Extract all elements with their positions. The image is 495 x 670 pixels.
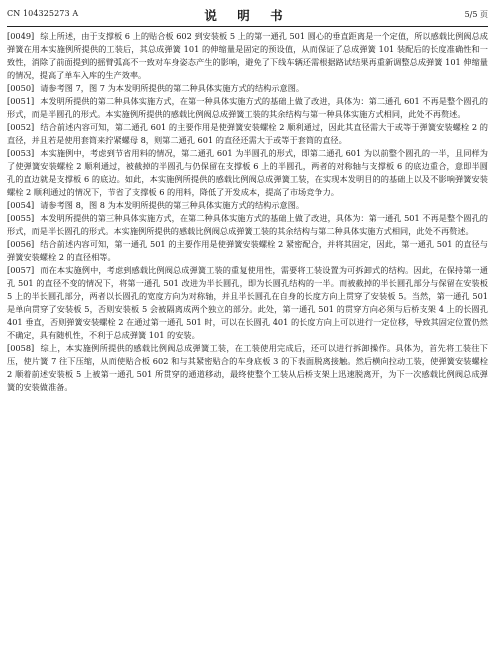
paragraph-number: [0050] [7,83,35,93]
patent-number: CN 104325273 A [7,9,79,18]
paragraph-number: [0055] [7,213,35,223]
page-number: 5/5 页 [464,10,488,19]
paragraph [7,264,488,342]
paragraph-text: 本发明所提供的第二种具体实施方式，在第一种具体实施方式的基础上做了改进，具体为：第二通孔 601 不再是整个圆孔的形式，而是半圆孔的形式。本实施例所提供的感载比例阀总成弹簧工装的其余结构与第一种具体实施方式相同，此处不再赘述。 [7,96,488,119]
paragraph [7,199,488,212]
page-header [7,6,488,27]
paragraph-text: 综上，本实施例所提供的感载比例阀总成弹簧工装，在工装使用完成后，还可以进行拆卸操作。具体为，首先将工装往下压，使片簧 7 往下压缩，从而使贴合板 602 和与其紧密贴合的车身底板 3 的下表面脱离接触。然后横向拉动工装，使弹簧安装螺栓 2 顺着前述安装板 5 上被第一通孔 501 所贯穿的通道移动，最终使整个工装从后桥支架上迅速脱离开，为下一次感载比例阀总成弹簧的安装做准备。 [7,343,488,392]
paragraph-number: [0054] [7,200,35,210]
paragraph [7,121,488,147]
paragraph-number: [0057] [7,265,35,275]
paragraph [7,95,488,121]
paragraph [7,238,488,264]
paragraph-text: 本实施例中，考虑到节省用料的情况，第二通孔 601 为半圆孔的形式，即第二通孔 601 为以前整个圆孔的一半，且同样为了使弹簧安装螺栓 2 顺利通过，被截掉的半圆孔与仍保留在支撑板 6 上的半圆孔，两者的对称轴与支撑板 6 的底边重合，意即半圆孔的直边就是支撑板 6 的底边。如此，本实施例所提供的感载比例阀总成弹簧工装，在实现本发明目的的基础上以及不影响弹簧安装螺栓 2 顺利通过的情况下，节省了支撑板 6 的用料，降低了开发成本，提高了市场竞争力。 [7,148,488,197]
paragraph [7,147,488,199]
document-title: 说 明 书 [204,8,291,23]
paragraph [7,82,488,95]
paragraph-text: 结合前述内容可知，第一通孔 501 的主要作用是使弹簧安装螺栓 2 紧密配合，并将其固定，因此，第一通孔 501 的直径与弹簧安装螺栓 2 的直径相等。 [7,239,488,262]
paragraph [7,212,488,238]
paragraph-number: [0051] [7,96,35,106]
paragraph [7,30,488,82]
paragraph [7,342,488,394]
document-body [7,27,488,394]
paragraph-number: [0053] [7,148,35,158]
paragraph-text: 请参考图 7，图 7 为本发明所提供的第二种具体实施方式的结构示意图。 [40,83,305,93]
paragraph-text: 本发明所提供的第三种具体实施方式，在第二种具体实施方式的基础上做了改进，具体为：第一通孔 501 不再是整个圆孔的形式，而是半长圆孔的形式。本实施例所提供的感载比例阀总成弹簧工装的其余结构与第二种具体实施方式相同，此处不再赘述。 [7,213,488,236]
paragraph-text: 而在本实施例中，考虑到感载比例阀总成弹簧工装的重复使用性，需要将工装设置为可拆卸式的结构。因此，在保持第一通孔 501 的直径不变的情况下，将第一通孔 501 改进为半长圆孔，即为长圆孔结构的一半。而被截掉的半长圆孔部分与保留在安装板 5 上的半长圆孔部分，两者以长圆孔的宽度方向为对称轴，并且半长圆孔在自身的长度方向上贯穿了安装板 5。当然，第一通孔 501 是单向贯穿了安装板 5，否则安装板 5 会被隔离成两个独立的部分。此处，第一通孔 501 的贯穿方向必须与后桥支架 4 上的长圆孔 401 垂直，否则弹簧安装螺栓 2 在通过第一通孔 501 时，可以在长圆孔 401 的长度方向上可以进行一定位移，导致其固定位置仍然不确定，具有随机性，不利于总成弹簧 101 的安装。 [7,265,488,340]
paragraph-text: 请参考图 8，图 8 为本发明所提供的第三种具体实施方式的结构示意图。 [40,200,305,210]
paragraph-number: [0049] [7,31,35,41]
paragraph-number: [0058] [7,343,35,353]
paragraph-text: 结合前述内容可知，第二通孔 601 的主要作用是使弹簧安装螺栓 2 顺利通过，因此其直径需大于或等于弹簧安装螺栓 2 的直径，并且若是使用套筒来拧紧螺母 8，则第二通孔 601 的直径还需大于或等于套筒的直径。 [7,122,488,145]
paragraph-number: [0052] [7,122,35,132]
paragraph-text: 综上所述，由于支撑板 6 上的贴合板 602 到安装板 5 上的第一通孔 501 圆心的垂直距离是一个定值，所以感载比例阀总成弹簧在用本实施例所提供的工装后，其总成弹簧 101 的伸缩量是固定的预设值，从而保证了总成弹簧 101 装配后的长度准确性和一致性，消除了前面提到的摇臂弧高不一致对车身姿态产生的影响，避免了下线车辆还需根据路试结果再重新调整总成弹簧 101 伸缩量的情况，提高了单车入库的生产效率。 [7,31,488,80]
paragraph-number: [0056] [7,239,35,249]
